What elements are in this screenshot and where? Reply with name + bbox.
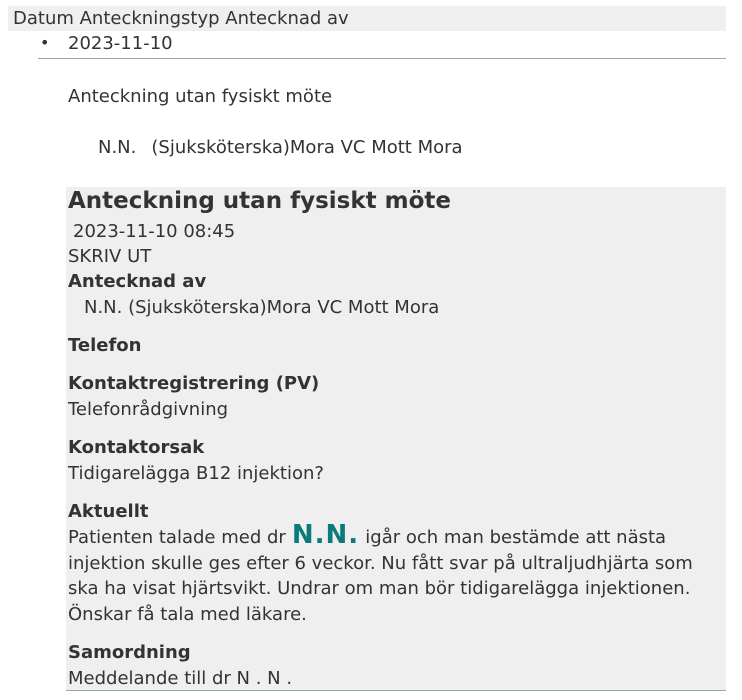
list-header <box>8 6 726 31</box>
section-heading-samordning: Samordning <box>68 642 191 663</box>
record-author <box>98 137 463 158</box>
section-text-aktuellt <box>68 520 724 627</box>
record-date[interactable]: 2023-11-10 <box>68 33 173 54</box>
section-text-antecknad-av: N.N. (Sjuksköterska)Mora VC Mott Mora <box>84 297 440 318</box>
note-detail-panel <box>66 187 726 690</box>
section-text-kontaktorsak: Tidigarelägga B12 injektion? <box>68 463 324 484</box>
section-heading-telefon: Telefon <box>68 335 142 356</box>
record-author-name: N.N. <box>98 137 137 158</box>
section-text-samordning: Meddelande till dr N . N . <box>68 668 293 689</box>
aktuellt-text-after: igår och man bestämde att nästa injektion skulle ges efter 6 veckor. Nu fått svar på ultraljudhjärta som ska ha visat hjärtsvikt. Undrar om man bör tidigarelägga injektionen. Önskar få tala med läkare. <box>68 527 693 625</box>
aktuellt-text-before: Patienten talade med dr <box>68 527 286 548</box>
section-heading-kontaktregistrering: Kontaktregistrering (PV) <box>68 373 320 394</box>
record-author-role-unit: (Sjuksköterska)Mora VC Mott Mora <box>151 137 463 158</box>
record-type: Anteckning utan fysiskt möte <box>68 86 333 107</box>
bullet-icon: • <box>40 33 50 52</box>
section-heading-kontaktorsak: Kontaktorsak <box>68 437 205 458</box>
redaction-stamp: N.N. <box>291 520 360 550</box>
list-header-columns: Datum Anteckningstyp Antecknad av <box>13 8 349 29</box>
print-button[interactable]: SKRIV UT <box>68 246 152 267</box>
bottom-divider <box>66 690 726 691</box>
section-heading-aktuellt: Aktuellt <box>68 501 149 522</box>
section-text-kontaktregistrering: Telefonrådgivning <box>68 399 229 420</box>
section-heading-antecknad-av: Antecknad av <box>68 271 207 292</box>
row-divider <box>38 58 726 59</box>
note-title: Anteckning utan fysiskt möte <box>68 188 451 214</box>
note-datetime: 2023-11-10 08:45 <box>73 221 236 242</box>
